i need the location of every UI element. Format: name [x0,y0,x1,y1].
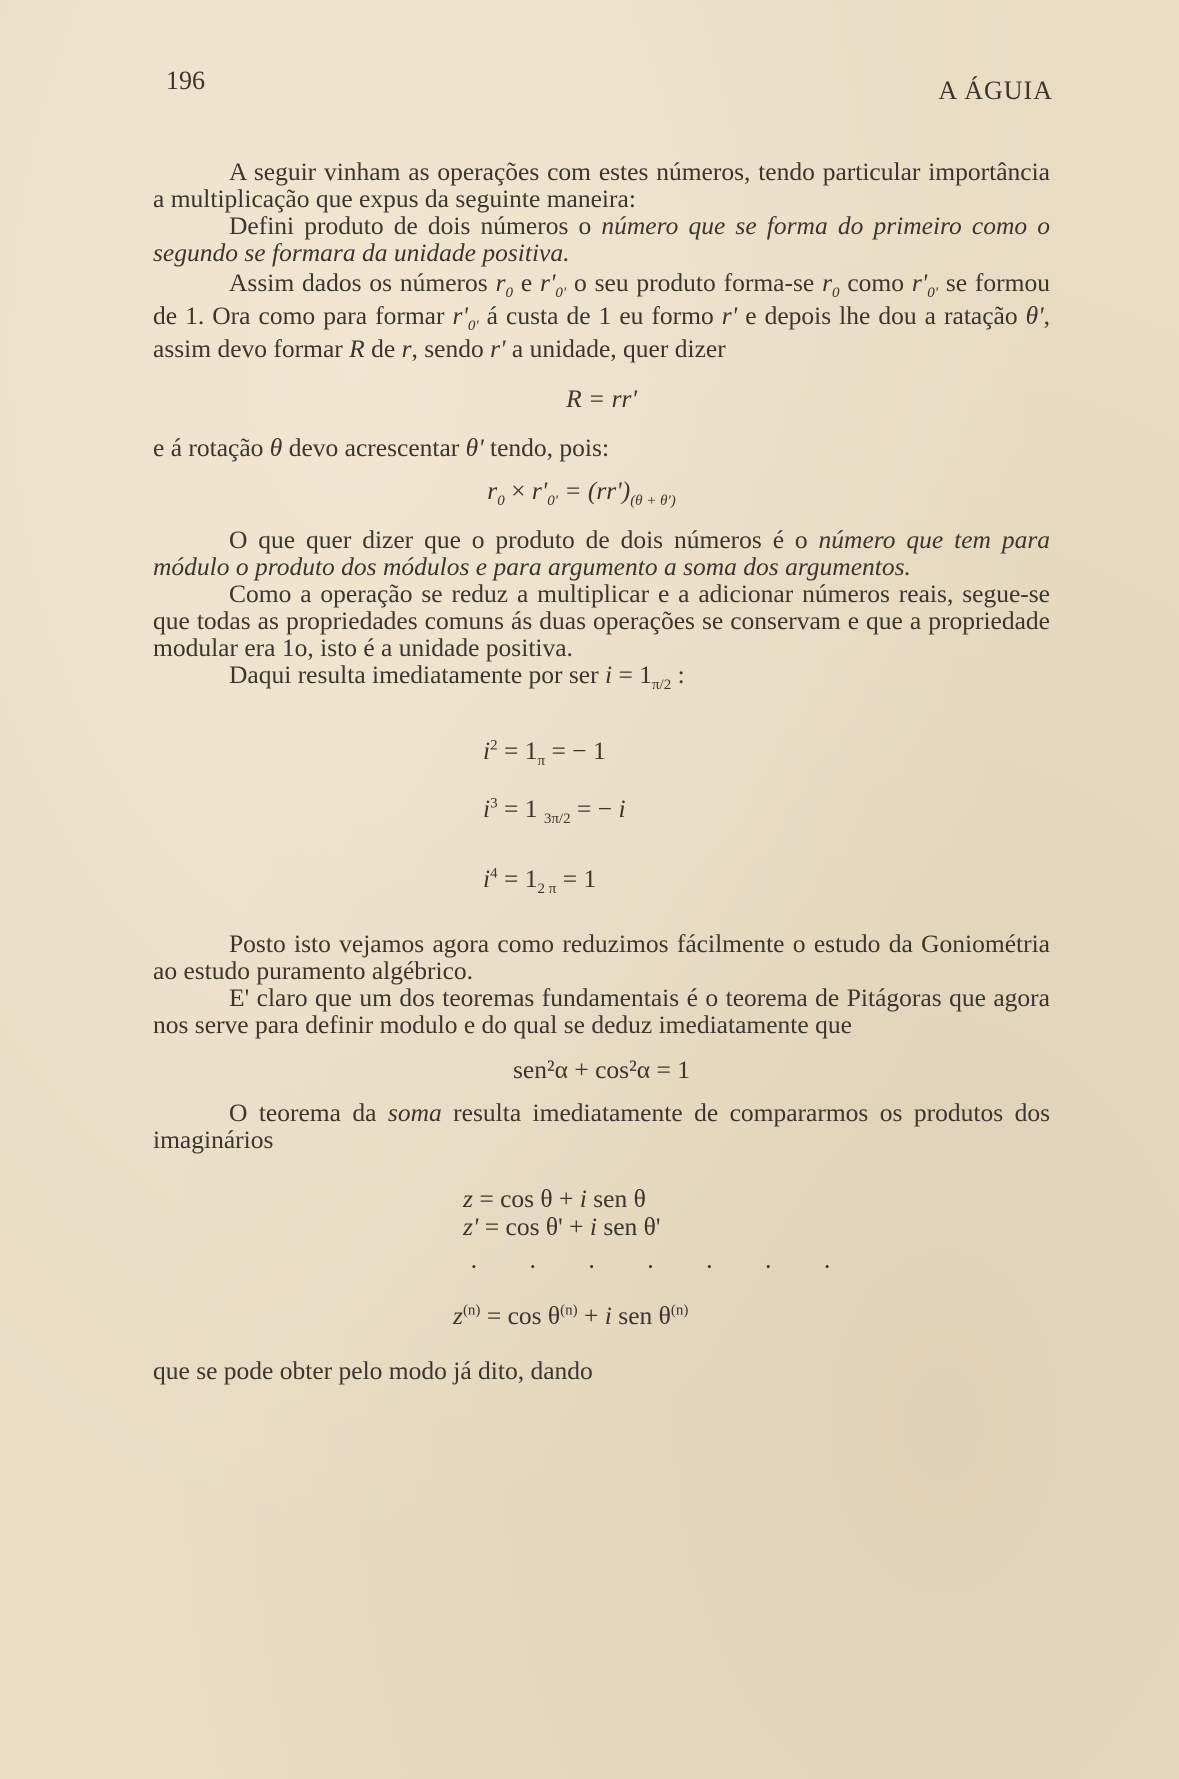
text-fragment: = 1 [497,736,538,765]
text-fragment: resulta imediatamente de compararmos os produtos dos imaginários [153,1098,1050,1154]
subscript: 0' [467,318,479,335]
text-fragment: + [577,1301,605,1330]
text-fragment: Daqui resulta imediatamente por ser [229,660,605,689]
superscript: 2 [490,737,498,754]
symbol-i: i [483,794,491,823]
symbol-i: i [483,736,491,765]
paragraph-pitagoras: E' claro que um dos teoremas fundamentais é o teorema de Pitágoras que agora nos serve para definir modulo e do qual se deduz imediatamente que [153,983,1050,1039]
equation-zn [453,1302,1050,1329]
subscript: 0 [832,285,840,302]
symbol-r: r [401,334,412,363]
subscript: 0' [927,285,938,302]
symbol-i: i [579,1184,587,1213]
equation-sen-cos: sen²α + cos²α = 1 [512,1055,690,1084]
text-fragment: Assim dados os números [229,268,496,297]
paragraph-meaning [153,526,1050,580]
paragraph-properties: Como a operação se reduz a multiplicar e a adicionar números reais, segue-se que todas as propriedades comuns ás duas operações se conservam e que a propriedade modular era 1o, isto é a unidade positiva. [153,579,1050,662]
symbol-r-prime: r' [540,268,556,297]
text-fragment: = 1 [612,660,652,689]
text-fragment: = cos θ' + [478,1212,590,1241]
text-fragment: o seu produto forma-se [566,268,823,297]
symbol-r-prime: r' [452,301,468,330]
superscript: (n) [462,1302,481,1319]
text-fragment: de [364,334,402,363]
text-fragment: , sendo [411,334,491,363]
symbol-z-prime: z' [463,1212,479,1241]
equation-R [153,385,1050,412]
subscript: 0 [497,493,505,510]
text-fragment: e á rotação [153,433,270,462]
italic-text: soma [387,1098,442,1127]
superscript: 4 [490,865,498,882]
symbol-i: i [604,1301,612,1330]
definition-text: Defini produto de dois números o [229,211,602,240]
text-fragment: = cos θ + [472,1184,580,1213]
symbol-theta-prime: θ' [465,433,484,462]
subscript: (θ + θ') [630,493,676,510]
paragraph-definition [153,212,1050,266]
symbol-r: r [822,268,833,297]
symbol-theta-prime: θ' [1025,301,1044,330]
symbol-i: i [589,1212,597,1241]
subscript: 0' [547,493,558,510]
text-fragment: e [513,268,541,297]
subscript: 2 π [537,881,557,898]
equation-text: = (rr') [557,476,631,505]
text-fragment: = 1 [497,794,544,823]
equation-z-prime [463,1213,1050,1241]
italic-text: número que tem para módulo o produto dos módulos e para argumento a soma dos argumentos. [153,525,1050,581]
symbol-r-prime: r' [911,268,928,297]
text-fragment: e depois lhe dou a ratação [737,301,1026,330]
symbol-i: i [618,794,626,823]
paragraph-operations: A seguir vinham as operações com estes números, tendo particular importância a multiplicação que expus da seguinte maneira: [153,157,1050,213]
times-sign: × [504,476,532,505]
paragraph-soma [153,1099,1050,1153]
symbol-z: z [463,1184,473,1213]
text-fragment: á custa de 1 eu formo [478,301,722,330]
symbol-R: R [349,334,365,363]
paragraph-daqui [153,660,1050,694]
text-fragment: : [671,660,685,689]
text-fragment: = cos θ [480,1301,561,1330]
text-fragment: como [839,268,912,297]
subscript: π [537,753,546,770]
subscript: 0 [505,285,513,302]
page-body [153,158,1050,1384]
ellipsis-dots: · · · · · · · [469,1252,854,1281]
symbol-theta: θ [269,433,283,462]
symbol-r-prime: r' [490,334,506,363]
symbol-z: z [453,1301,463,1330]
text-fragment: = 1 [556,864,597,893]
equation-i2 [483,722,1050,780]
definition-italic: número que se forma do primeiro como o segundo se formara da unidade positiva. [153,211,1050,267]
text-fragment: devo acrescentar [282,433,466,462]
symbol-i: i [483,864,491,893]
text-fragment: = 1 [497,864,538,893]
superscript: 3 [490,795,498,812]
equations-z [463,1185,1050,1241]
running-title: A ÁGUIA [938,76,1053,105]
paragraph-assim [153,266,1050,365]
superscript: (n) [560,1302,578,1319]
page-header [166,66,1053,106]
symbol-i: i [605,660,613,689]
text-fragment: = − [570,794,619,823]
symbol-r: r [495,268,506,297]
text-fragment: , assim devo formar [153,301,1050,363]
equation-z [463,1185,1050,1213]
equation-product [113,476,1050,510]
paragraph-rotation [153,434,1050,461]
subscript: π/2 [651,677,672,694]
subscript: 3π/2 [543,811,571,828]
superscript: (n) [670,1302,689,1319]
equation-i4 [483,850,1050,908]
equation-text: R = rr' [566,384,637,413]
equation-i3 [483,780,1050,838]
text-fragment: sen θ [611,1301,671,1330]
text-fragment: = − 1 [545,736,606,765]
text-fragment: sen θ [586,1184,646,1213]
text-fragment: a unidade, quer dizer [505,334,726,363]
text-fragment: tendo, pois: [483,433,610,462]
equations-powers [483,722,1050,908]
symbol-r: r [487,476,498,505]
symbol-r-prime: r' [531,476,548,505]
paragraph-final: que se pode obter pelo modo já dito, dando [153,1356,593,1385]
subscript: 0' [555,285,567,302]
page-number: 196 [166,66,205,95]
text-fragment: se formou de 1. Ora como para formar [153,268,1050,330]
text-fragment: sen θ' [596,1212,661,1241]
text-fragment: O teorema da [229,1098,388,1127]
paragraph-posto: Posto isto vejamos agora como reduzimos fácilmente o estudo da Goniométria ao estudo puramento algébrico. [153,929,1050,985]
symbol-r-prime: r' [721,301,738,330]
text-fragment: O que quer dizer que o produto de dois números é o [229,525,819,554]
